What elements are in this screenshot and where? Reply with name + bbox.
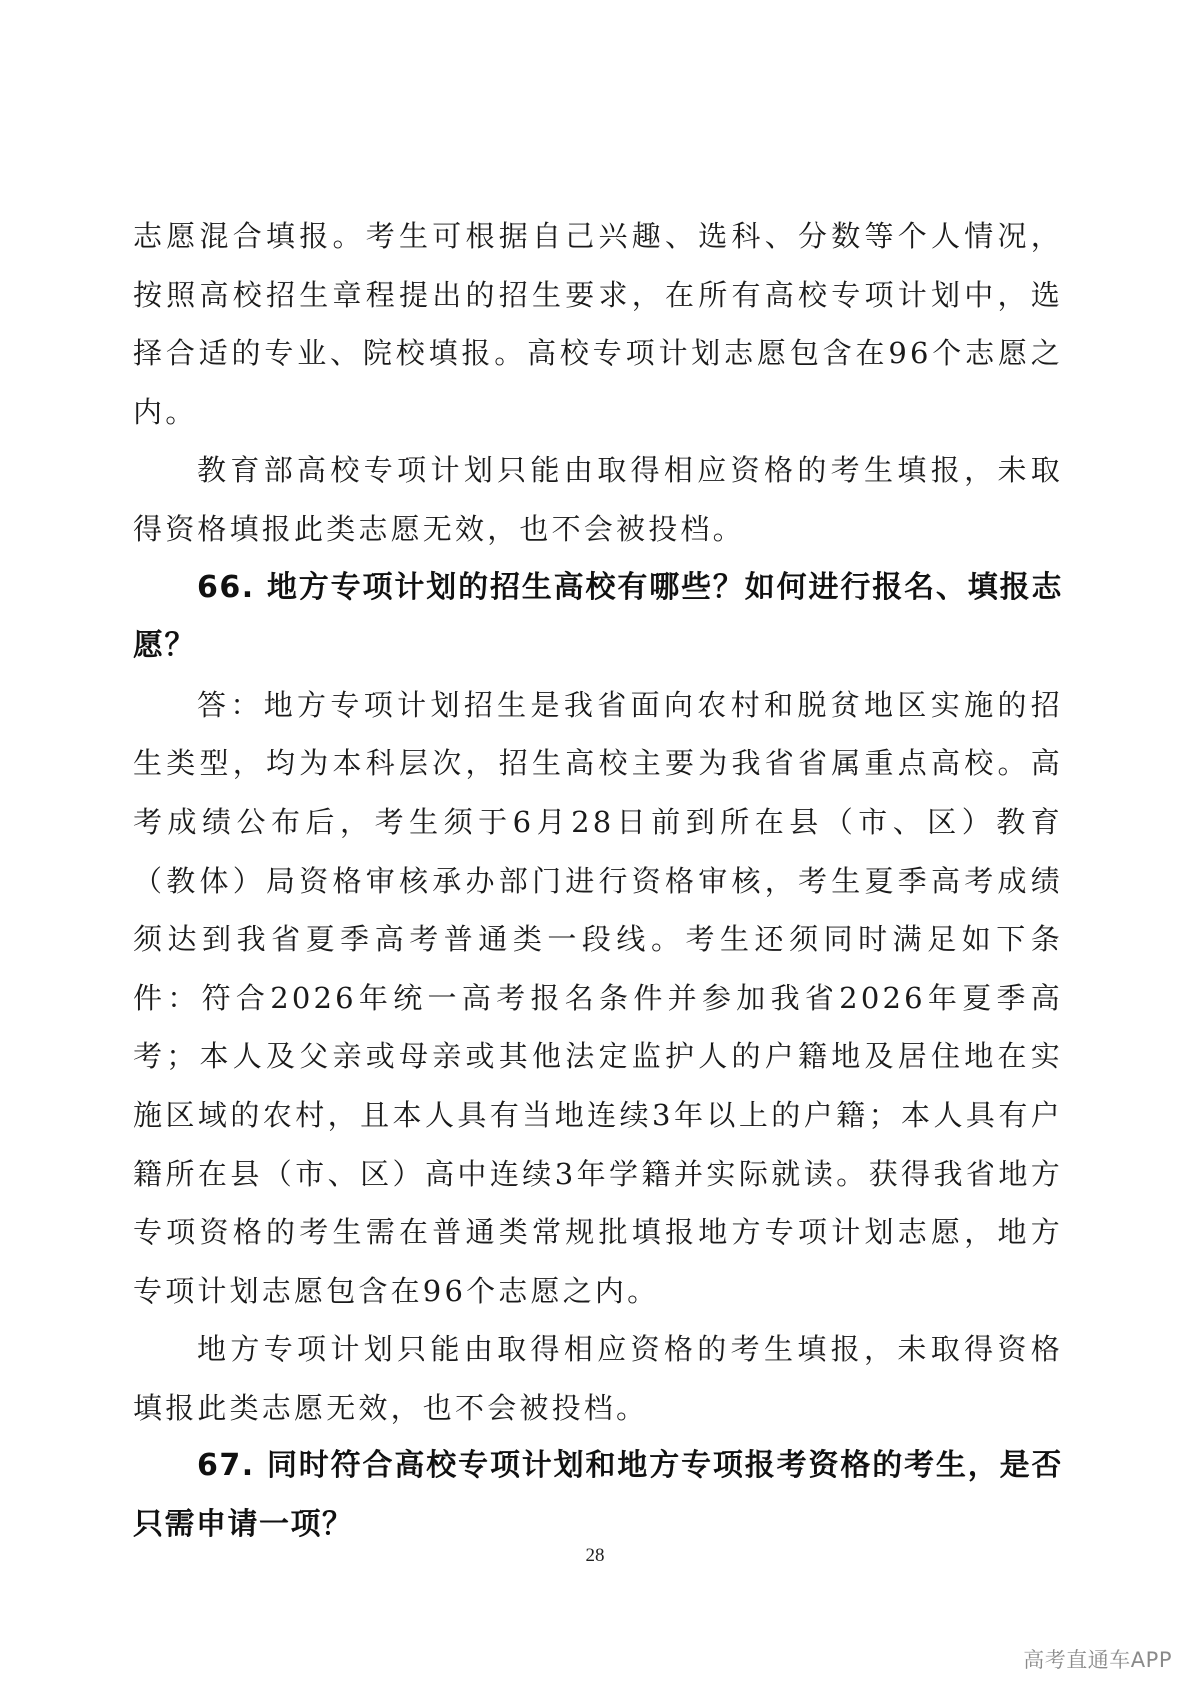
answer-paragraph: 答：地方专项计划招生是我省面向农村和脱贫地区实施的招生类型，均为本科层次，招生高校主要为我省省属重点高校。高考成绩公布后，考生须于6月28日前到所在县（市、区）教育（教体）局资格审核承办部门进行资格审核，考生夏季高考成绩须达到我省夏季高考普通类一段线。考生还须同时满足如下条件：符合2026年统一高考报名条件并参加我省2026年夏季高考；本人及父亲或母亲或其他法定监护人的户籍地及居住地在实施区域的农村，且本人具有当地连续3年以上的户籍；本人具有户籍所在县（市、区）高中连续3年学籍并实际就读。获得我省地方专项资格的考生需在普通类常规批填报地方专项计划志愿，地方专项计划志愿包含在96个志愿之内。 <box>133 687 1063 1308</box>
page-number: 28 <box>585 1545 605 1566</box>
question-heading: 66. 地方专项计划的招生高校有哪些？如何进行报名、填报志愿？ <box>133 569 1063 664</box>
document-body <box>133 207 1063 1555</box>
paragraph: 志愿混合填报。考生可根据自己兴趣、选科、分数等个人情况，按照高校招生章程提出的招生要求，在所有高校专项计划中，选择合适的专业、院校填报。高校专项计划志愿包含在96个志愿之内。 <box>133 219 1063 429</box>
watermark-text: 高考直通车APP <box>1023 1648 1172 1672</box>
paragraph: 教育部高校专项计划只能由取得相应资格的考生填报，未取得资格填报此类志愿无效，也不会被投档。 <box>133 453 1063 546</box>
question-heading: 67. 同时符合高校专项计划和地方专项报考资格的考生，是否只需申请一项？ <box>133 1448 1063 1543</box>
paragraph: 地方专项计划只能由取得相应资格的考生填报，未取得资格填报此类志愿无效，也不会被投档。 <box>133 1332 1063 1425</box>
